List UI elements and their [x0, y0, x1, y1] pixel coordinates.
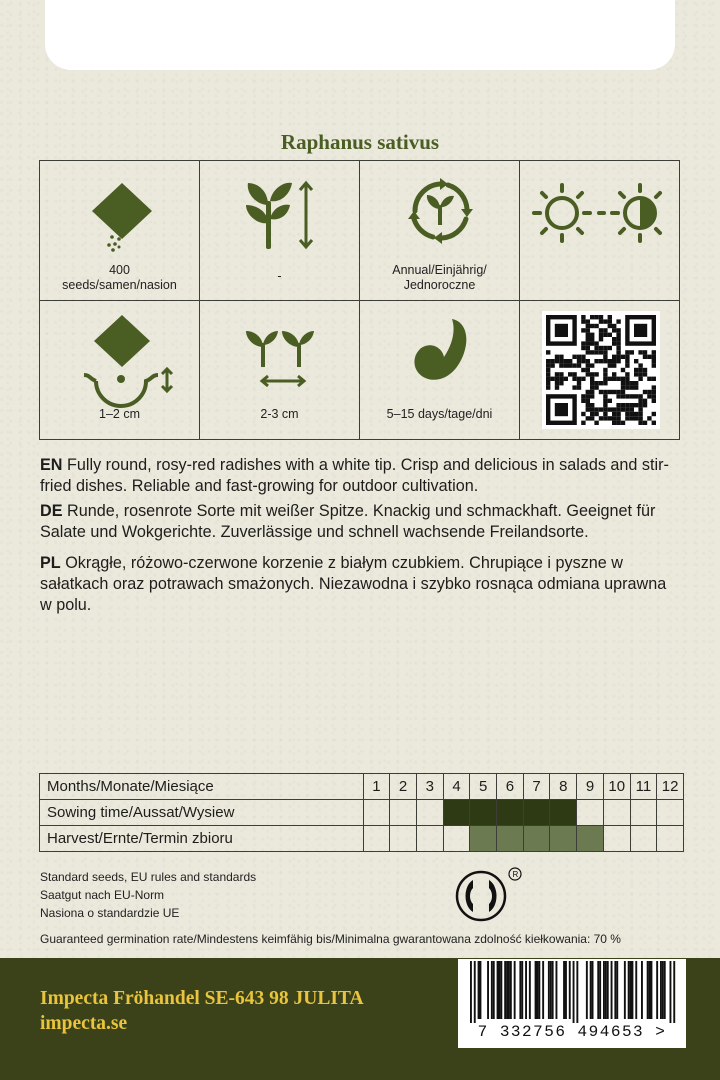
harvest-month-cell	[550, 826, 577, 852]
germination-time: 5–15 days/tage/dni	[386, 407, 493, 421]
harvest-month-cell	[523, 826, 550, 852]
calendar-sowing-label: Sowing time/Aussat/Wysiew	[40, 800, 364, 826]
seed-count-unit: seeds/samen/nasion	[62, 278, 177, 292]
description-de	[40, 501, 680, 543]
standards-line-2: Saatgut nach EU-Norm	[40, 888, 165, 902]
lang-code-pl: PL	[40, 554, 61, 572]
calendar-month-5: 5	[470, 774, 497, 800]
plant-spacing: 2-3 cm	[260, 407, 299, 421]
calendar-month-11: 11	[630, 774, 657, 800]
icon-grid	[39, 160, 680, 440]
germination-rate: Guaranteed germination rate/Mindestens keimfähig bis/Minimalna gwarantowana zdolność kiełkowania: 70 %	[40, 932, 621, 946]
calendar-month-2: 2	[390, 774, 417, 800]
calendar-sowing-row	[40, 800, 684, 826]
calendar-month-7: 7	[523, 774, 550, 800]
harvest-month-cell	[470, 826, 497, 852]
qr-code-icon	[520, 301, 679, 439]
latin-name: Raphanus sativus	[280, 130, 440, 154]
sowing-month-cell	[416, 800, 443, 826]
sowing-month-cell	[577, 800, 604, 826]
spacing-cell	[200, 301, 360, 439]
hanging-tab-cutout	[45, 0, 675, 70]
plant-height-value: -	[277, 269, 282, 283]
description-pl-text: Okrągłe, różowo-czerwone korzenie z białym czubkiem. Chrupiące i pyszne w sałatkach oraz potrawach smażonych. Niezawodna i szybko rosnąca odmiana uprawna w polu.	[40, 554, 667, 614]
harvest-month-cell	[416, 826, 443, 852]
calendar-month-4: 4	[443, 774, 470, 800]
company-address: Impecta Fröhandel SE-643 98 JULITA	[40, 988, 364, 1009]
calendar-header-row	[40, 774, 684, 800]
lang-code-de: DE	[40, 502, 63, 520]
sun-cell	[520, 161, 679, 301]
seed-count-cell	[40, 161, 200, 301]
calendar-month-6: 6	[497, 774, 524, 800]
calendar-month-9: 9	[577, 774, 604, 800]
description-en	[40, 455, 680, 497]
sowing-depth-cell	[40, 301, 200, 439]
harvest-month-cell	[390, 826, 417, 852]
harvest-month-cell	[657, 826, 684, 852]
harvest-month-cell	[603, 826, 630, 852]
sowing-month-cell	[523, 800, 550, 826]
seed-count: 400	[109, 263, 130, 277]
calendar-month-12: 12	[657, 774, 684, 800]
description-pl	[40, 553, 680, 616]
lang-code-en: EN	[40, 456, 63, 474]
sowing-month-cell	[443, 800, 470, 826]
seed-standards	[40, 868, 256, 922]
sowing-month-cell	[497, 800, 524, 826]
sowing-month-cell	[470, 800, 497, 826]
sowing-month-cell	[630, 800, 657, 826]
harvest-month-cell	[577, 826, 604, 852]
company-website[interactable]: impecta.se	[40, 1013, 128, 1034]
calendar-month-3: 3	[416, 774, 443, 800]
calendar-harvest-row	[40, 826, 684, 852]
harvest-month-cell	[497, 826, 524, 852]
life-cycle: Annual/Einjährig/	[392, 263, 487, 277]
sowing-month-cell	[550, 800, 577, 826]
svg-text:R: R	[512, 870, 519, 879]
sowing-month-cell	[363, 800, 390, 826]
harvest-month-cell	[363, 826, 390, 852]
calendar-month-1: 1	[363, 774, 390, 800]
green-dot-recycle-icon	[455, 866, 525, 926]
calendar-month-10: 10	[603, 774, 630, 800]
calendar-months-header: Months/Monate/Miesiące	[40, 774, 364, 800]
sowing-month-cell	[603, 800, 630, 826]
company-info	[40, 986, 364, 1036]
life-cycle-2: Jednoroczne	[403, 278, 476, 292]
qr-cell	[520, 301, 679, 439]
standards-line-1: Standard seeds, EU rules and standards	[40, 870, 257, 884]
germination-cell	[360, 301, 520, 439]
life-cycle-cell	[360, 161, 520, 301]
sowing-depth: 1–2 cm	[99, 407, 140, 421]
sun-partial-shade-icon	[520, 161, 679, 301]
calendar-month-8: 8	[550, 774, 577, 800]
standards-line-3: Nasiona o standardzie UE	[40, 906, 180, 920]
description-en-text: Fully round, rosy-red radishes with a white tip. Crisp and delicious in salads and stir-fried dishes. Reliable and fast-growing for outdoor cultivation.	[40, 456, 669, 495]
description-de-text: Runde, rosenrote Sorte mit weißer Spitze. Knackig und schmackhaft. Geeignet für Salate und Wokgerichte. Zuverlässige und schnell wachsende Freilandsorte.	[40, 502, 656, 541]
barcode-number: 7 332756 494653 >	[477, 1023, 667, 1041]
sowing-month-cell	[390, 800, 417, 826]
sowing-month-cell	[657, 800, 684, 826]
plant-height-cell	[200, 161, 360, 301]
barcode-bars	[458, 959, 686, 1023]
sowing-calendar	[39, 773, 684, 852]
harvest-month-cell	[443, 826, 470, 852]
calendar-harvest-label: Harvest/Ernte/Termin zbioru	[40, 826, 364, 852]
harvest-month-cell	[630, 826, 657, 852]
